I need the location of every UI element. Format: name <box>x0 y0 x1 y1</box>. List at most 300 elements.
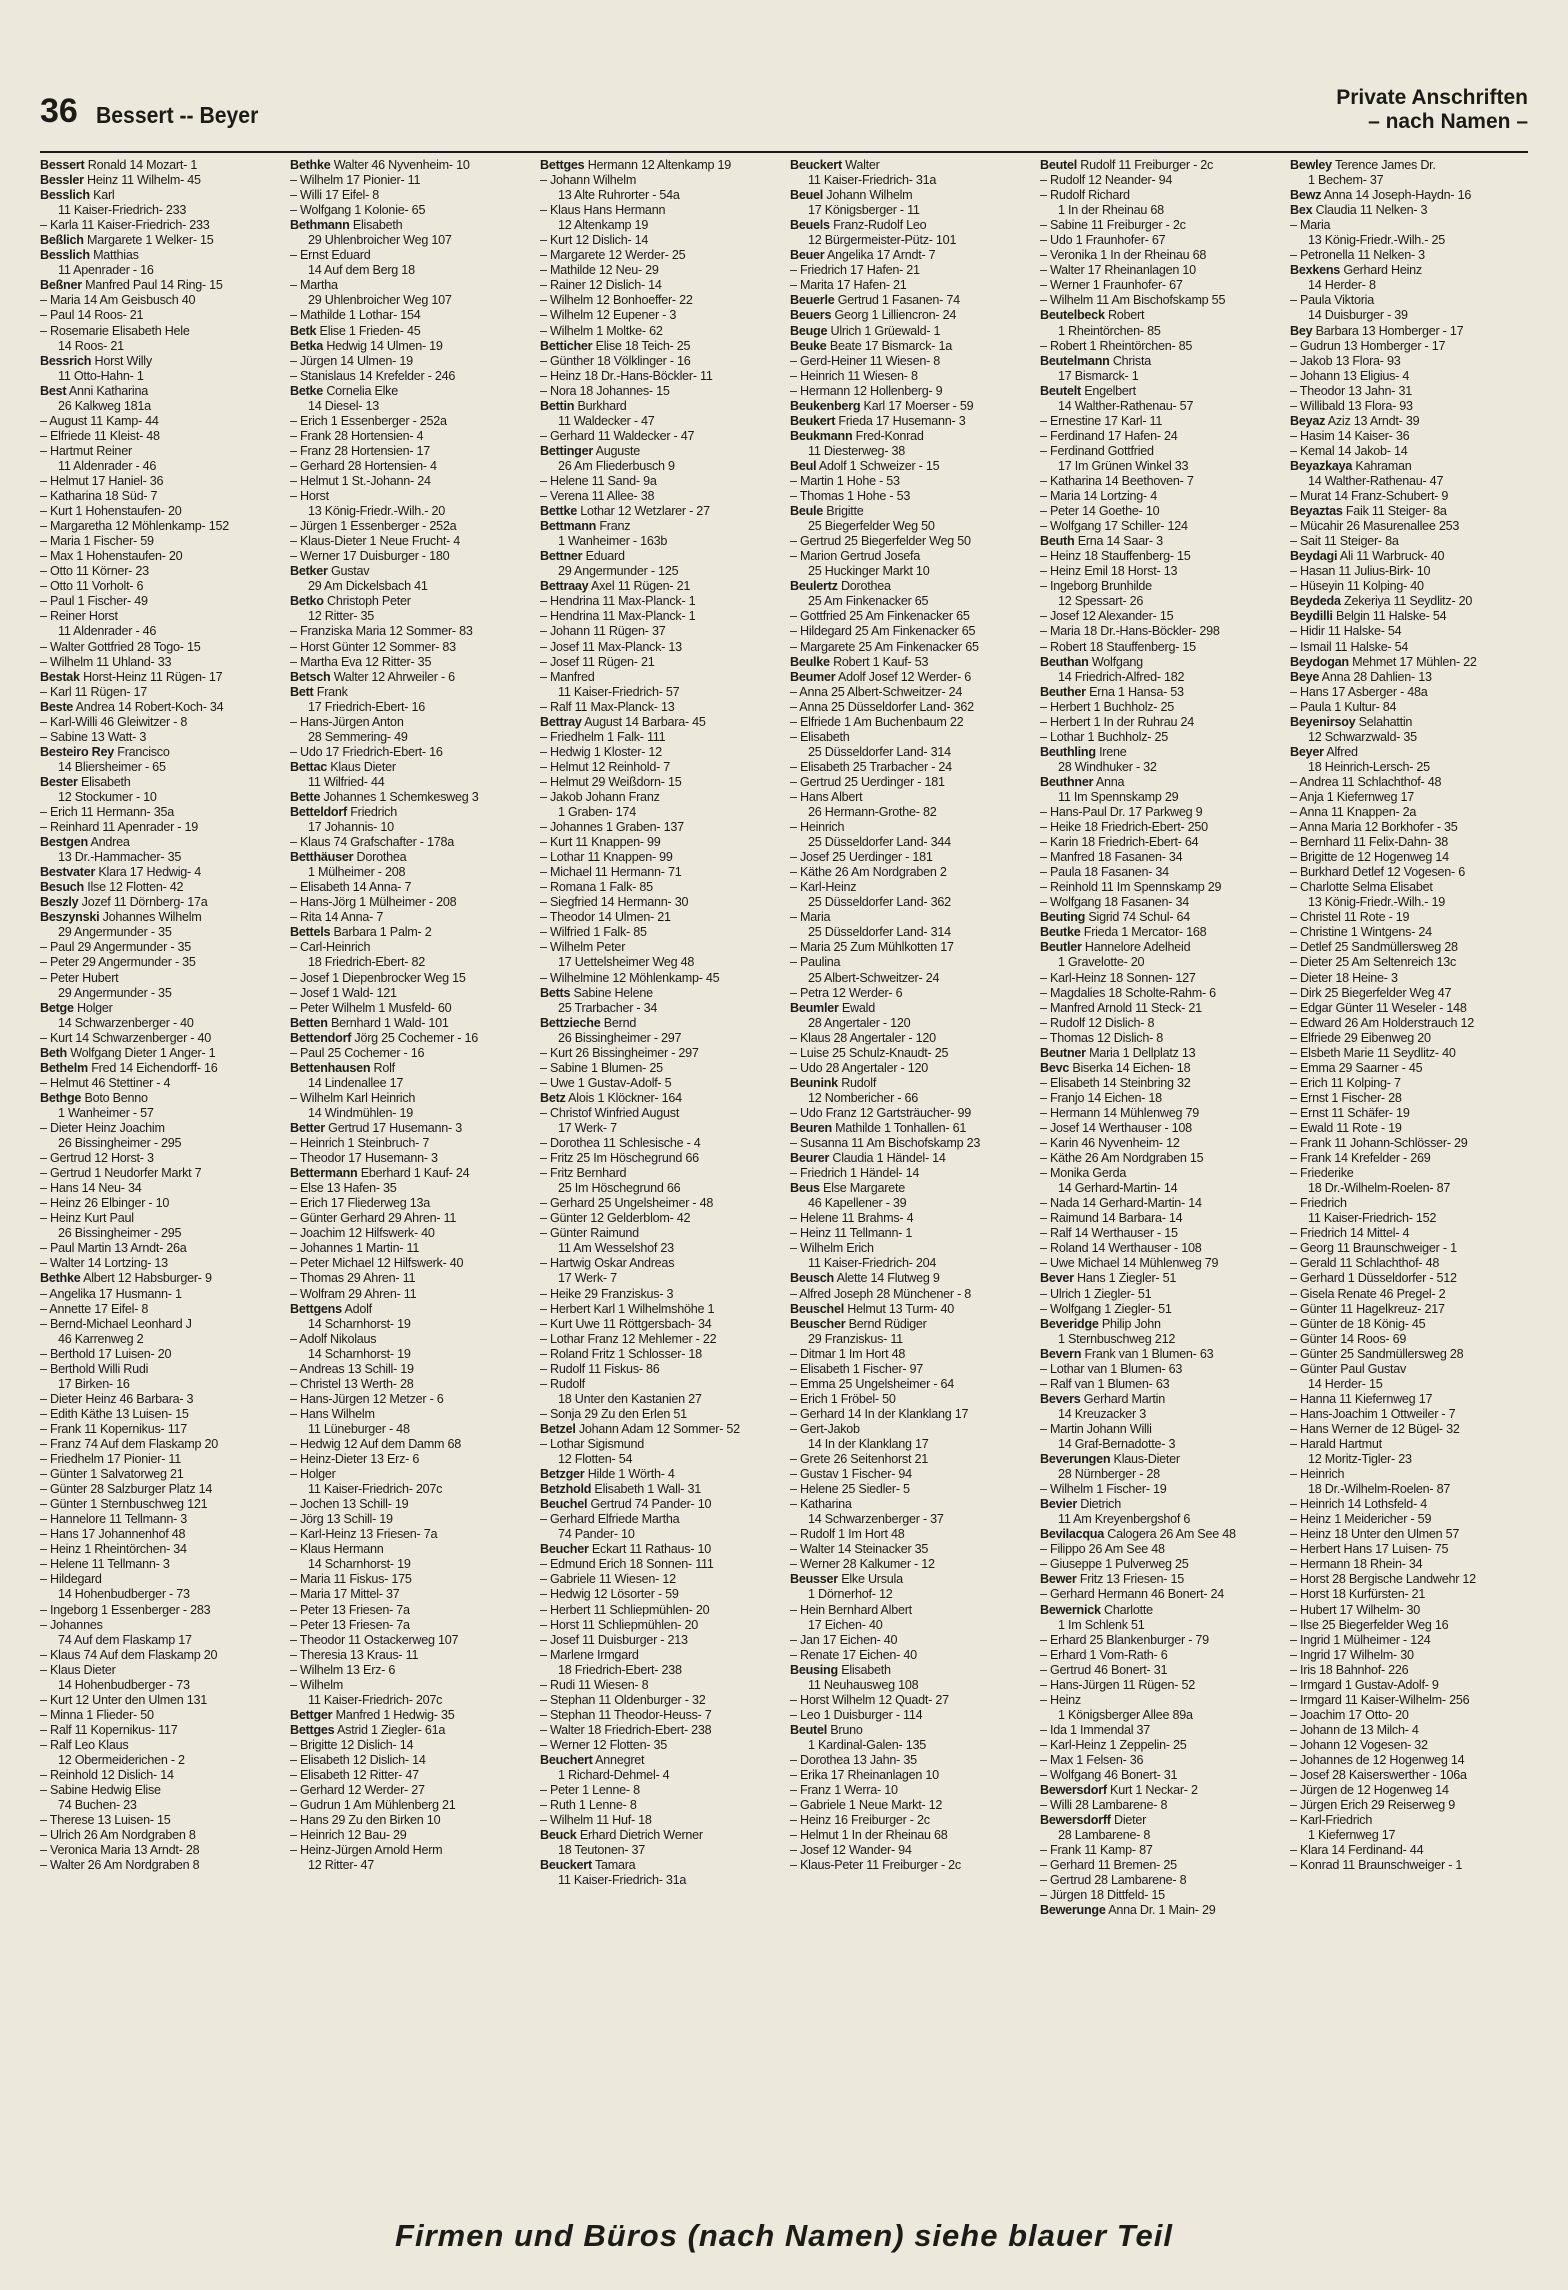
directory-entry <box>790 1091 1030 1106</box>
directory-entry <box>790 1271 1030 1286</box>
directory-entry <box>290 835 530 850</box>
entry-details: – Günter 25 Sandmüllersweg 28 <box>1290 1346 1464 1361</box>
entry-details: – Hubert 17 Wilhelm- 30 <box>1290 1602 1421 1617</box>
directory-entry <box>290 308 530 323</box>
entry-details: – Nora 18 Johannes- 15 <box>540 383 670 398</box>
directory-column <box>790 158 1030 2150</box>
directory-entry <box>290 1302 530 1317</box>
entry-details: – Peter Michael 12 Hilfswerk- 40 <box>290 1256 464 1271</box>
entry-surname: Beuer <box>790 248 825 263</box>
entry-details: – Ditmar 1 Im Hort 48 <box>790 1346 906 1361</box>
entry-details: – Jörg 13 Schill- 19 <box>290 1512 393 1527</box>
entry-details: – Johannes 1 Martin- 11 <box>290 1241 420 1256</box>
entry-details: – Gerhard Hermann 46 Bonert- 24 <box>1040 1587 1225 1602</box>
directory-entry <box>540 564 780 579</box>
entry-details: 11 Kaiser-Friedrich- 152 <box>1308 1211 1437 1226</box>
entry-details: – Ingrid 1 Mülheimer - 124 <box>1290 1632 1431 1647</box>
entry-details: – Franz 28 Hortensien- 17 <box>290 443 431 458</box>
entry-details: Eckart 11 Rathaus- 10 <box>591 1542 712 1557</box>
directory-entry <box>290 188 530 203</box>
entry-details: – Heinz 11 Tellmann- 1 <box>790 1226 913 1241</box>
entry-details: 17 Bismarck- 1 <box>1058 368 1139 383</box>
directory-entry <box>1040 1888 1280 1903</box>
entry-details: – Giuseppe 1 Pulverweg 25 <box>1040 1557 1189 1572</box>
entry-details: – Paul 25 Cochemer - 16 <box>290 1045 425 1060</box>
entry-details: Elisabeth <box>352 218 403 233</box>
entry-details: 1 Gravelotte- 20 <box>1058 955 1145 970</box>
directory-entry <box>540 1482 780 1497</box>
entry-details: – Martha <box>290 278 338 293</box>
entry-details: – Karl-Heinz 13 Friesen- 7a <box>290 1527 438 1542</box>
directory-entry <box>540 1708 780 1723</box>
directory-entry <box>1290 474 1530 489</box>
entry-details: – Klaus Hans Hermann <box>540 203 666 218</box>
entry-surname: Bewley <box>1290 158 1332 172</box>
entry-details: – Hans-Jürgen 11 Rügen- 52 <box>1040 1677 1195 1692</box>
directory-column <box>1290 158 1530 2150</box>
directory-entry <box>540 1873 780 1888</box>
entry-details: – Hedwig 1 Kloster- 12 <box>540 744 662 759</box>
directory-entry <box>40 1618 280 1633</box>
entry-details: – Verena 11 Allee- 38 <box>540 489 655 504</box>
directory-entry <box>1040 1181 1280 1196</box>
entry-details: – Helmut 12 Reinhold- 7 <box>540 759 671 774</box>
entry-surname: Beukenberg <box>790 398 861 413</box>
entry-details: – Rudolf Richard <box>1040 188 1130 203</box>
directory-entry <box>1290 775 1530 790</box>
directory-entry <box>1290 1437 1530 1452</box>
entry-details: 1 Sternbuschweg 212 <box>1058 1331 1176 1346</box>
entry-details: Erna 1 Hansa- 53 <box>1089 684 1184 699</box>
directory-entry <box>790 1512 1030 1527</box>
entry-surname: Beye <box>1290 669 1320 684</box>
directory-entry <box>1040 158 1280 173</box>
entry-surname: Beszynski <box>40 910 100 925</box>
entry-details: – Grete 26 Seitenhorst 21 <box>790 1452 928 1467</box>
directory-entry <box>1290 1136 1530 1151</box>
directory-entry <box>290 986 530 1001</box>
entry-surname: Beyaz <box>1290 413 1326 428</box>
entry-details: – Leo 1 Duisburger - 114 <box>790 1707 923 1722</box>
entry-details: – Ilse 25 Biegerfelder Weg 16 <box>1290 1617 1449 1632</box>
entry-surname: Bettray <box>540 714 582 729</box>
entry-details: 17 Im Grünen Winkel 33 <box>1058 458 1189 473</box>
entry-surname: Betka <box>290 338 324 353</box>
directory-entry <box>290 1001 530 1016</box>
entry-surname: Bethke <box>40 1271 81 1286</box>
entry-details: – Paul 14 Roos- 21 <box>40 308 144 323</box>
entry-details: Angelika 17 Arndt- 7 <box>827 248 936 263</box>
directory-entry <box>40 1106 280 1121</box>
directory-entry <box>1290 971 1530 986</box>
entry-details: Burkhard <box>577 398 627 413</box>
directory-entry <box>540 880 780 895</box>
directory-entry <box>790 986 1030 1001</box>
directory-entry <box>1040 1377 1280 1392</box>
entry-details: 14 Diesel- 13 <box>308 398 379 413</box>
entry-details: – Kurt 12 Unter den Ulmen 131 <box>40 1692 208 1707</box>
directory-entry <box>1040 895 1280 910</box>
directory-entry <box>790 263 1030 278</box>
entry-details: – Robert 1 Rheintörchen- 85 <box>1040 338 1193 353</box>
directory-entry <box>1040 549 1280 564</box>
entry-details: – Jürgen 14 Ulmen- 19 <box>290 353 413 368</box>
entry-details: – Elisabeth 14 Anna- 7 <box>290 880 412 895</box>
directory-entry <box>1290 158 1530 173</box>
directory-entry <box>40 1437 280 1452</box>
directory-entry <box>540 1858 780 1873</box>
directory-entry <box>1290 1693 1530 1708</box>
directory-entry <box>540 1678 780 1693</box>
directory-entry <box>40 1648 280 1663</box>
directory-entry <box>1040 278 1280 293</box>
directory-entry <box>540 519 780 534</box>
entry-surname: Bey <box>1290 323 1313 338</box>
entry-details: 46 Kapellener - 39 <box>808 1196 907 1211</box>
entry-details: – Wilhelm 11 Am Bischofskamp 55 <box>1040 293 1226 308</box>
entry-surname: Bessrich <box>40 353 92 368</box>
directory-entry <box>1290 1482 1530 1497</box>
directory-entry <box>540 715 780 730</box>
entry-details: – Siegfried 14 Hermann- 30 <box>540 895 689 910</box>
entry-details: – Ralf Leo Klaus <box>40 1737 129 1752</box>
entry-surname: Bettinger <box>540 443 594 458</box>
entry-details: – Gerhard 25 Ungelsheimer - 48 <box>540 1196 714 1211</box>
directory-entry <box>1040 685 1280 700</box>
entry-details: – Margarete 12 Werder- 25 <box>540 248 686 263</box>
directory-entry <box>40 579 280 594</box>
entry-surname: Beuchert <box>540 1752 593 1767</box>
directory-entry <box>40 459 280 474</box>
entry-details: – Iris 18 Bahnhof- 226 <box>1290 1662 1409 1677</box>
directory-entry <box>540 895 780 910</box>
directory-entry <box>540 1031 780 1046</box>
entry-details: – Gertrud 12 Horst- 3 <box>40 1151 154 1166</box>
entry-details: Calogera 26 Am See 48 <box>1107 1527 1236 1542</box>
section-title-line-1: Private Anschriften <box>1336 86 1528 109</box>
entry-details: – Max 1 Felsen- 36 <box>1040 1752 1144 1767</box>
directory-entry <box>1290 760 1530 775</box>
entry-surname: Beukmann <box>790 428 853 443</box>
directory-entry <box>790 640 1030 655</box>
directory-entry <box>40 1843 280 1858</box>
directory-entry <box>790 655 1030 670</box>
entry-surname: Beuge <box>790 323 828 338</box>
entry-details: – Helmut 17 Haniel- 36 <box>40 473 164 488</box>
entry-details: 11 Kaiser-Friedrich- 204 <box>808 1256 937 1271</box>
directory-entry <box>40 1572 280 1587</box>
entry-details: 14 Hohenbudberger - 73 <box>58 1677 190 1692</box>
entry-details: 14 Scharnhorst- 19 <box>308 1557 411 1572</box>
directory-entry <box>1290 1347 1530 1362</box>
directory-entry <box>40 1016 280 1031</box>
directory-entry <box>1040 173 1280 188</box>
directory-entry <box>1290 1241 1530 1256</box>
entry-surname: Bett <box>290 684 314 699</box>
entry-details: 28 Nürnberger - 28 <box>1058 1467 1160 1482</box>
entry-details: – Wilhelm 12 Eupener - 3 <box>540 308 677 323</box>
entry-details: 25 Düsseldorfer Land- 314 <box>808 925 951 940</box>
directory-entry <box>290 1678 530 1693</box>
directory-entry <box>40 534 280 549</box>
entry-details: – Jakob 13 Flora- 93 <box>1290 353 1401 368</box>
directory-entry <box>1290 640 1530 655</box>
entry-details: – Maria 11 Fiskus- 175 <box>290 1572 412 1587</box>
directory-entry <box>1040 1618 1280 1633</box>
entry-details: – Martha Eva 12 Ritter- 35 <box>290 654 432 669</box>
directory-entry <box>290 1046 530 1061</box>
entry-details: – Johannes <box>40 1617 103 1632</box>
entry-details: – Klaus 74 Auf dem Flaskamp 20 <box>40 1647 218 1662</box>
entry-details: 12 Spessart- 26 <box>1058 594 1144 609</box>
entry-details: – Günter Gerhard 29 Ahren- 11 <box>290 1211 457 1226</box>
entry-details: – Erhard 1 Vom-Rath- 6 <box>1040 1647 1168 1662</box>
entry-details: – Maria 17 Mittel- 37 <box>290 1587 400 1602</box>
entry-details: – Gisela Renate 46 Pregel- 2 <box>1290 1286 1446 1301</box>
entry-details: 13 Dr.-Hammacher- 35 <box>58 850 182 865</box>
entry-details: Sigrid 74 Schul- 64 <box>1088 910 1191 925</box>
entry-surname: Besuch <box>40 880 84 895</box>
directory-entry <box>790 760 1030 775</box>
entry-details: Eduard <box>585 549 625 564</box>
directory-entry <box>40 444 280 459</box>
directory-entry <box>40 1497 280 1512</box>
directory-entry <box>540 1813 780 1828</box>
entry-surname: Beuren <box>790 1121 832 1135</box>
entry-surname: Beuschel <box>790 1301 844 1316</box>
entry-details: – Johann 11 Rügen- 37 <box>540 624 666 639</box>
directory-entry <box>540 925 780 940</box>
directory-entry <box>1040 308 1280 323</box>
directory-entry <box>290 369 530 384</box>
directory-entry <box>790 1858 1030 1873</box>
entry-details: – Heinz-Dieter 13 Erz- 6 <box>290 1452 420 1467</box>
entry-details: 74 Buchen- 23 <box>58 1798 137 1813</box>
entry-details: 12 Moritz-Tigler- 23 <box>1308 1452 1412 1467</box>
entry-details: – Gerhard 12 Werder- 27 <box>290 1783 425 1798</box>
directory-entry <box>40 670 280 685</box>
entry-details: – Andrea 11 Schlachthof- 48 <box>1290 774 1442 789</box>
directory-entry <box>290 895 530 910</box>
directory-entry <box>290 745 530 760</box>
directory-entry <box>790 399 1030 414</box>
directory-entry <box>790 1031 1030 1046</box>
directory-entry <box>290 1783 530 1798</box>
entry-details: – Franz 1 Werra- 10 <box>790 1783 898 1798</box>
entry-details: 14 Gerhard-Martin- 14 <box>1058 1181 1178 1196</box>
entry-details: 25 Trarbacher - 34 <box>558 1000 658 1015</box>
directory-entry <box>1290 1001 1530 1016</box>
entry-surname: Beydeda <box>1290 594 1341 609</box>
entry-details: – Theodor 11 Ostackerweg 107 <box>290 1632 459 1647</box>
directory-entry <box>1040 1151 1280 1166</box>
directory-entry <box>1040 700 1280 715</box>
entry-details: – Thomas 29 Ahren- 11 <box>290 1271 416 1286</box>
directory-entry <box>790 203 1030 218</box>
entry-details: 14 In der Klanklang 17 <box>808 1436 929 1451</box>
entry-surname: Bettendorf <box>290 1030 352 1045</box>
entry-details: – Hasim 14 Kaiser- 36 <box>1290 428 1410 443</box>
directory-entry <box>1290 534 1530 549</box>
directory-entry <box>1040 1166 1280 1181</box>
directory-entry <box>1040 609 1280 624</box>
directory-entry <box>790 158 1030 173</box>
directory-entry <box>1290 308 1530 323</box>
directory-entry <box>1290 1512 1530 1527</box>
entry-details: Anni Katharina <box>68 383 148 398</box>
entry-details: – Ralf van 1 Blumen- 63 <box>1040 1376 1170 1391</box>
entry-details: – Elfriede 1 Am Buchenbaum 22 <box>790 714 964 729</box>
entry-details: Ewald <box>841 1000 875 1015</box>
directory-entry <box>540 1091 780 1106</box>
entry-surname: Bestgen <box>40 835 88 850</box>
entry-details: – Holger <box>290 1467 336 1482</box>
entry-details: 26 Hermann-Grothe- 82 <box>808 805 937 820</box>
directory-entry <box>790 805 1030 820</box>
directory-entry <box>1290 1828 1530 1843</box>
directory-entry <box>1040 1091 1280 1106</box>
directory-entry <box>290 640 530 655</box>
entry-details: – Gustav 1 Fischer- 94 <box>790 1467 912 1482</box>
entry-details: 26 Am Fliederbusch 9 <box>558 458 675 473</box>
entry-details: 28 Lambarene- 8 <box>1058 1828 1151 1843</box>
entry-surname: Bever <box>1040 1271 1074 1286</box>
entry-details: – Roland Fritz 1 Schlosser- 18 <box>540 1346 702 1361</box>
directory-entry <box>540 474 780 489</box>
entry-details: – Hans Wilhelm <box>290 1406 375 1421</box>
entry-details: Eberhard 1 Kauf- 24 <box>360 1166 470 1181</box>
entry-details: 13 Alte Ruhrorter - 54a <box>558 188 680 203</box>
entry-details: – Kurt 14 Schwarzenberger - 40 <box>40 1030 212 1045</box>
entry-surname: Beusser <box>790 1572 838 1587</box>
directory-entry <box>540 1663 780 1678</box>
directory-entry <box>1040 850 1280 865</box>
directory-entry <box>1040 670 1280 685</box>
directory-entry <box>290 1377 530 1392</box>
entry-details: – Kurt 1 Hohenstaufen- 20 <box>40 504 182 519</box>
entry-details: – Gertrud 1 Neudorfer Markt 7 <box>40 1166 202 1181</box>
entry-details: – Wilhelmine 12 Möhlenkamp- 45 <box>540 970 720 985</box>
entry-details: Johann Adam 12 Sommer- 52 <box>578 1421 740 1436</box>
entry-details: Barbara 13 Homberger - 17 <box>1315 323 1464 338</box>
entry-details: – Hermann 18 Rhein- 34 <box>1290 1557 1423 1572</box>
directory-column <box>40 158 280 2150</box>
directory-entry <box>790 1482 1030 1497</box>
entry-details: – Gottfried 25 Am Finkenacker 65 <box>790 609 970 624</box>
entry-details: – Edgar Günter 11 Weseler - 148 <box>1290 1000 1467 1015</box>
entry-details: – Petra 12 Werder- 6 <box>790 985 903 1000</box>
directory-entry <box>40 1693 280 1708</box>
entry-details: 18 Friedrich-Ebert- 238 <box>558 1662 682 1677</box>
entry-details: – Hüseyin 11 Kolping- 40 <box>1290 579 1424 594</box>
entry-details: 11 Kaiser-Friedrich- 207c <box>308 1692 443 1707</box>
entry-details: – Josef 11 Rügen- 21 <box>540 654 655 669</box>
directory-entry <box>1040 730 1280 745</box>
entry-details: Ulrich 1 Grüewald- 1 <box>830 323 941 338</box>
entry-details: Jörg 25 Cochemer - 16 <box>354 1030 478 1045</box>
entry-details: Biserka 14 Eichen- 18 <box>1072 1060 1191 1075</box>
directory-entry <box>290 1798 530 1813</box>
directory-entry <box>290 971 530 986</box>
directory-entry <box>1040 1813 1280 1828</box>
entry-surname: Betge <box>40 1000 74 1015</box>
directory-entry <box>1040 1467 1280 1482</box>
directory-entry <box>540 1542 780 1557</box>
entry-details: – Lothar Franz 12 Mehlemer - 22 <box>540 1331 717 1346</box>
entry-details: – Hannelore 11 Tellmann- 3 <box>40 1512 188 1527</box>
directory-entry <box>540 1061 780 1076</box>
directory-entry <box>1290 1061 1530 1076</box>
directory-entry <box>540 1648 780 1663</box>
directory-entry <box>290 1708 530 1723</box>
entry-details: – Sait 11 Steiger- 8a <box>1290 534 1399 549</box>
entry-details: – Wilhelm Peter <box>540 940 626 955</box>
directory-entry <box>40 1151 280 1166</box>
directory-entry <box>1290 1151 1530 1166</box>
entry-details: – Horst Wilhelm 12 Quadt- 27 <box>790 1692 949 1707</box>
entry-details: 11 Kaiser-Friedrich- 207c <box>308 1482 443 1497</box>
entry-details: – Adolf Nikolaus <box>290 1331 377 1346</box>
directory-entry <box>290 293 530 308</box>
entry-details: – Helmut 1 In der Rheinau 68 <box>790 1828 948 1843</box>
directory-entry <box>290 1587 530 1602</box>
entry-details: 25 Düsseldorfer Land- 344 <box>808 835 951 850</box>
entry-details: – Wilhelm 13 Erz- 6 <box>290 1662 396 1677</box>
entry-details: 18 Dr.-Wilhelm-Roelen- 87 <box>1308 1482 1451 1497</box>
directory-entry <box>290 609 530 624</box>
directory-entry <box>1040 775 1280 790</box>
directory-entry <box>790 1467 1030 1482</box>
entry-surname: Beutel <box>1040 158 1077 172</box>
directory-entry <box>290 203 530 218</box>
directory-entry <box>790 1768 1030 1783</box>
directory-entry <box>40 986 280 1001</box>
directory-entry <box>540 324 780 339</box>
directory-entry <box>790 534 1030 549</box>
directory-entry <box>40 910 280 925</box>
directory-entry <box>1290 203 1530 218</box>
entry-details: – Hildegard 25 Am Finkenacker 65 <box>790 624 976 639</box>
directory-entry <box>1040 1076 1280 1091</box>
entry-details: Hermann 12 Altenkamp 19 <box>587 158 732 172</box>
directory-entry <box>40 203 280 218</box>
entry-details: – Fritz 25 Im Höschegrund 66 <box>540 1151 699 1166</box>
entry-details: – Udo 1 Fraunhofer- 67 <box>1040 233 1166 248</box>
directory-entry <box>1290 1422 1530 1437</box>
directory-entry <box>540 248 780 263</box>
directory-entry <box>790 1497 1030 1512</box>
entry-details: – Gert-Jakob <box>790 1421 860 1436</box>
directory-entry <box>40 1377 280 1392</box>
entry-details: – Carl-Heinrich <box>290 940 371 955</box>
directory-entry <box>40 1196 280 1211</box>
entry-details: – Franjo 14 Eichen- 18 <box>1040 1090 1162 1105</box>
entry-details: Walter <box>845 158 880 172</box>
directory-entry <box>540 278 780 293</box>
directory-entry <box>290 1347 530 1362</box>
directory-entry <box>40 1527 280 1542</box>
directory-entry <box>540 805 780 820</box>
directory-entry <box>1040 1422 1280 1437</box>
entry-details: – Romana 1 Falk- 85 <box>540 880 653 895</box>
directory-entry <box>790 519 1030 534</box>
entry-details: – Günter Raimund <box>540 1226 639 1241</box>
entry-surname: Bettgens <box>290 1301 342 1316</box>
entry-surname: Bethmann <box>290 218 350 233</box>
entry-details: 25 Albert-Schweitzer- 24 <box>808 970 940 985</box>
entry-surname: Beule <box>790 504 824 519</box>
directory-entry <box>1040 865 1280 880</box>
